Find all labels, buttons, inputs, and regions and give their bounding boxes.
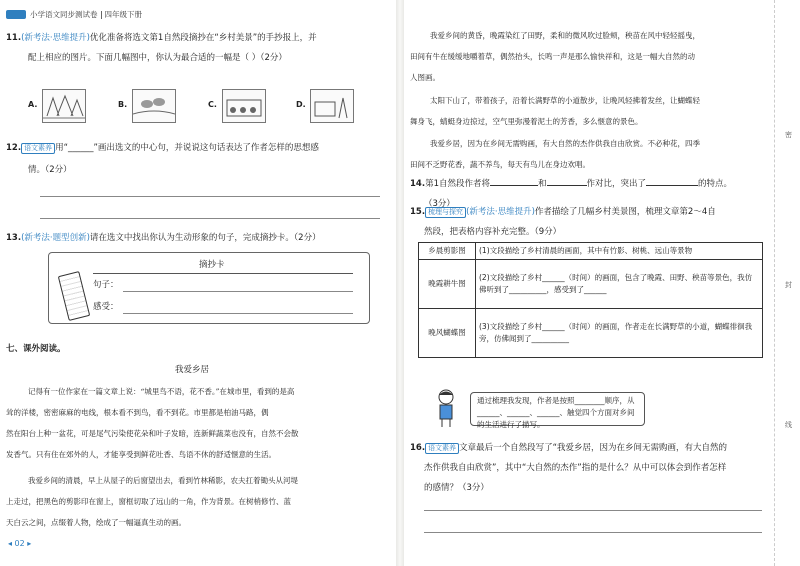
q14-text-c: 作对比，突出了 bbox=[586, 179, 647, 189]
q15-tag2: (新考法·思维提升) bbox=[466, 207, 535, 217]
passage-line: 上走过，把黑色的剪影印在窗上，窗框切取了远山的一角，作为背景。在树梢修竹、蓝 bbox=[6, 497, 291, 506]
book-spine bbox=[396, 0, 404, 566]
sentence-label: 句子： bbox=[93, 280, 119, 290]
q14-score: （3分） bbox=[424, 199, 455, 209]
feeling-label: 感受： bbox=[93, 302, 119, 312]
q11-line1 bbox=[6, 32, 317, 44]
grade-label: 四年级下册 bbox=[104, 10, 142, 19]
q16-number: 16. bbox=[410, 443, 426, 453]
q14-text-d: 的特点。 bbox=[698, 179, 733, 189]
passage-line: 太阳下山了，带着孩子，沿着长满野草的小道散步，让晚风轻拂着发丝，让蝴蝶轻 bbox=[430, 96, 700, 105]
q13-number: 13. bbox=[6, 233, 22, 243]
passage-line: 发香气。只有住在郊外的人，才能享受到鲜花吐香、鸟语不休的舒适惬意的生活。 bbox=[6, 450, 276, 459]
q12-text1: 用“______”画出选文的中心句，并说说这句话表达了作者怎样的思想感 bbox=[55, 143, 319, 153]
passage-line: 天白云之间，点缀着人物，绘成了一幅逼真生动的画。 bbox=[6, 518, 186, 527]
q13-text: 请在选文中找出你认为生动形象的句子，完成摘抄卡。（2分） bbox=[89, 233, 321, 243]
table-row bbox=[419, 260, 763, 309]
scene-table bbox=[418, 242, 763, 358]
option-b-image[interactable] bbox=[132, 89, 176, 123]
sentence-line[interactable] bbox=[123, 291, 353, 292]
q15-text1: 作者描绘了几幅乡村美景图，梳理文章第2～4自 bbox=[534, 207, 716, 217]
option-d-label: D. bbox=[296, 100, 306, 109]
card-divider bbox=[93, 273, 353, 274]
answer-line[interactable] bbox=[424, 532, 762, 533]
answer-line[interactable] bbox=[424, 510, 762, 511]
passage-line: 舞身飞，蜻蜓身边掠过，空气里弥漫着泥土的芳香，多么惬意的景色。 bbox=[410, 117, 643, 126]
q12-tag: 语文素养 bbox=[21, 143, 55, 154]
answer-line[interactable] bbox=[40, 218, 380, 219]
q13-line bbox=[6, 232, 321, 244]
excerpt-card bbox=[48, 252, 370, 324]
q11-text1: 优化准备将选文第1自然段摘抄在“乡村美景”的手抄报上，并 bbox=[89, 33, 317, 43]
table-row bbox=[419, 309, 763, 358]
q12-line2: 情。（2分） bbox=[28, 165, 72, 175]
q15-tag1: 梳理与探究 bbox=[425, 207, 466, 218]
q16-line2: 杰作供我自由欣赏”，其中“大自然的杰作”指的是什么？从中可以体会到作者怎样 bbox=[424, 463, 727, 473]
passage-line: 田间不乏野花香，蔬不养鸟，每天有鸟儿在身边欢唱。 bbox=[410, 160, 590, 169]
feeling-line[interactable] bbox=[123, 313, 353, 314]
q13-tag: (新考法·题型创新) bbox=[21, 233, 90, 243]
brand-logo bbox=[6, 10, 26, 19]
q16-text1: 文章最后一个自然段写了“我爱乡居，因为在乡间无需购画，有大自然的 bbox=[459, 443, 727, 453]
margin-char-3: 线 bbox=[785, 421, 792, 429]
q14-blank-1[interactable] bbox=[490, 185, 538, 186]
q14-blank-2[interactable] bbox=[547, 185, 587, 186]
q11-number: 11. bbox=[6, 33, 22, 43]
page-number: ◂ 02 ▸ bbox=[8, 539, 32, 548]
passage-line: 耸的洋楼，密密麻麻的电线，根本看不到鸟，看不到花。市里都是柏油马路，偶 bbox=[6, 408, 269, 417]
table-row bbox=[419, 243, 763, 260]
q14-text-a: 第1自然段作者将 bbox=[425, 179, 490, 189]
q16-tag: 语文素养 bbox=[425, 443, 459, 454]
margin-char-2: 封 bbox=[785, 281, 792, 289]
q15-line1 bbox=[410, 206, 716, 218]
table-head-cell: 晚风蝴蝶图 bbox=[419, 309, 476, 358]
table-head-cell: 乡晨剪影图 bbox=[419, 243, 476, 260]
passage-line: 我爱乡间的黄昏，晚霞染红了田野，柔和的微风吹过脸颊，秧苗在风中轻轻摇曳， bbox=[430, 31, 700, 40]
table-cell[interactable]: (3)文段描绘了乡村______（时间）的画面，作者走在长满野草的小道，蝴蝶徘徊我旁，仿佛闻到了__________ bbox=[476, 309, 763, 358]
q11-line2: 配上相应的图片。下面几幅图中，你认为最合适的一幅是（ ）（2分） bbox=[28, 53, 287, 63]
option-a-label: A. bbox=[28, 100, 38, 109]
table-cell[interactable]: (2)文段描绘了乡村______（时间）的画面，包含了晚霞、田野、秧苗等景色，我仿佛听到了__________，感受到了______ bbox=[476, 260, 763, 309]
q15-line2: 然段，把表格内容补充完整。（9分） bbox=[424, 227, 562, 237]
passage-title: 我爱乡居 bbox=[175, 365, 210, 375]
answer-line[interactable] bbox=[40, 196, 380, 197]
page-header bbox=[6, 9, 142, 20]
margin-char-1: 密 bbox=[785, 131, 792, 139]
option-c-label: C. bbox=[208, 100, 217, 109]
brand-title: 小学语文同步测试卷 bbox=[30, 10, 98, 19]
option-b-label: B. bbox=[118, 100, 128, 109]
q14-blank-3[interactable] bbox=[646, 185, 698, 186]
option-d-image[interactable] bbox=[310, 89, 354, 123]
table-head-cell: 晚霞耕牛图 bbox=[419, 260, 476, 309]
q11-tag: (新考法·思维提升) bbox=[21, 33, 90, 43]
notebook-icon bbox=[58, 271, 90, 321]
header-divider bbox=[101, 11, 102, 19]
q14-number: 14. bbox=[410, 179, 426, 189]
q15-number: 15. bbox=[410, 207, 426, 217]
seal-margin bbox=[774, 0, 800, 566]
option-c-image[interactable] bbox=[222, 89, 266, 123]
section-title: 七、课外阅读。 bbox=[6, 344, 66, 354]
q12-number: 12. bbox=[6, 143, 22, 153]
table-cell: (1)文段描绘了乡村清晨的画面，其中有竹影、树桃、远山等景物 bbox=[476, 243, 763, 260]
q16-line3: 的感情？（3分） bbox=[424, 483, 489, 493]
passage-line: 我爱乡间的清晨，早上从屋子的后窗望出去，看到竹林稀影，农夫扛着锄头从河堤 bbox=[28, 476, 298, 485]
q16-line1 bbox=[410, 442, 727, 454]
passage-line: 然在阳台上种一盆花，可是尾气污染使花朵和叶子发暗，连新鲜蔬菜也没有，自然不会散 bbox=[6, 429, 299, 438]
q14-text-b: 和 bbox=[537, 179, 547, 189]
card-title: 摘抄卡 bbox=[199, 260, 225, 270]
passage-line: 人图画。 bbox=[410, 73, 440, 82]
passage-line: 我爱乡居，因为在乡间无需购画，有大自然的杰作供我自由欣赏。不必种花，四季 bbox=[430, 139, 700, 148]
summary-bubble[interactable]: 通过梳理我发现，作者是按照________顺序，从______、______、______、触觉四个方面对乡间的生活进行了描写。 bbox=[470, 392, 645, 426]
q12-line1 bbox=[6, 142, 319, 154]
passage-line: 田间有牛在缓缓地嚼着草，偶然抬头，长鸣一声是那么愉快祥和，这是一幅大自然的动 bbox=[410, 52, 695, 61]
passage-line: 记得有一位作家在一篇文章上说：“城里鸟不语，花不香。”在城市里，看到的是高 bbox=[28, 387, 295, 396]
q14-line bbox=[410, 178, 732, 190]
option-a-image[interactable] bbox=[42, 89, 86, 123]
student-illustration bbox=[432, 388, 460, 428]
